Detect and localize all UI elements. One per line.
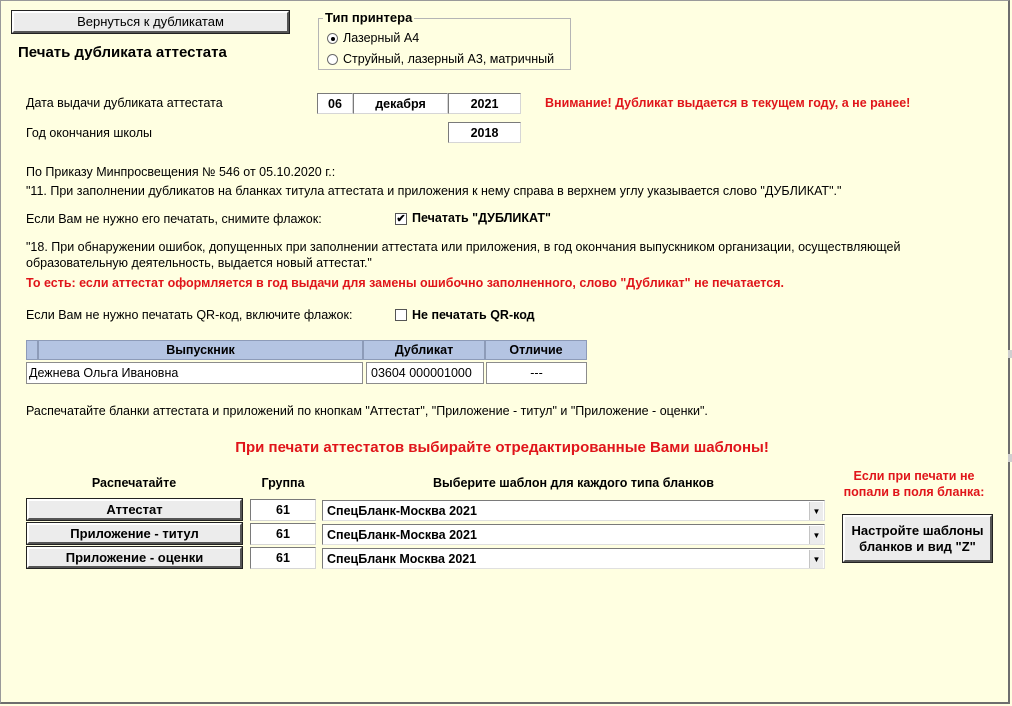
group-field-appendix-grades[interactable]: 61	[250, 547, 316, 569]
issue-month-field[interactable]: декабря	[353, 93, 448, 114]
back-to-duplicates-button[interactable]: Вернуться к дубликатам	[12, 11, 289, 33]
page-title: Печать дубликата аттестата	[18, 44, 227, 61]
graduation-year-field[interactable]: 2018	[448, 122, 521, 143]
no-qr-label[interactable]: Не печатать QR-код	[412, 308, 535, 322]
table-cell-honors[interactable]: ---	[486, 362, 587, 384]
graduation-year-label: Год окончания школы	[26, 126, 152, 140]
print-hint: Распечатайте бланки аттестата и приложений по кнопкам "Аттестат", "Приложение - титул" и "Приложение - оценки".	[26, 404, 708, 418]
template-select-appendix-grades-value: СпецБланк Москва 2021	[327, 551, 477, 566]
qr-hint: Если Вам не нужно печатать QR-код, включите флажок:	[26, 308, 353, 322]
configure-templates-line-1: Настройте шаблоны	[851, 522, 984, 538]
col-header-honors: Отличие	[485, 340, 587, 360]
col-group-header: Группа	[261, 476, 305, 490]
side-note-line-1: Если при печати не	[853, 469, 975, 483]
order-line-3b: образовательную деятельность, выдается новый аттестат."	[26, 256, 372, 270]
issue-day-field[interactable]: 06	[317, 93, 353, 114]
table-corner	[26, 340, 38, 360]
template-select-certificate-value: СпецБланк-Москва 2021	[327, 503, 477, 518]
print-duplicate-label[interactable]: Печатать "ДУБЛИКАТ"	[412, 211, 551, 225]
issue-date-label: Дата выдачи дубликата аттестата	[26, 96, 223, 110]
red-note: То есть: если аттестат оформляется в год выдачи для замены ошибочно заполненного, слово "Дубликат" не печатается.	[26, 276, 784, 290]
col-header-duplicate: Дубликат	[363, 340, 485, 360]
scrollbar-fragment	[1008, 454, 1012, 462]
radio-inkjet-a3[interactable]	[327, 54, 338, 65]
template-select-appendix-title-value: СпецБланк-Москва 2021	[327, 527, 477, 542]
template-select-appendix-grades[interactable]	[322, 548, 825, 569]
chevron-down-icon[interactable]: ▼	[809, 550, 823, 568]
print-appendix-grades-button[interactable]: Приложение - оценки	[27, 547, 242, 568]
col-print-header: Распечатайте	[91, 476, 177, 490]
printer-type-group	[318, 10, 571, 70]
order-line-2: "11. При заполнении дубликатов на бланках титула аттестата и приложения к нему справа в верхнем углу указывается слово "ДУБЛИКАТ"."	[26, 184, 842, 198]
configure-templates-button[interactable]	[843, 515, 992, 562]
print-duplicate-checkbox[interactable]: ✔	[396, 213, 406, 225]
col-template-header: Выберите шаблон для каждого типа бланков	[433, 476, 714, 490]
side-note	[836, 468, 992, 500]
chevron-down-icon[interactable]: ▼	[809, 502, 823, 520]
no-qr-checkbox[interactable]	[395, 309, 407, 321]
issue-year-field[interactable]: 2021	[448, 93, 521, 114]
radio-laser-a4-label[interactable]: Лазерный А4	[343, 31, 420, 45]
group-field-certificate[interactable]: 61	[250, 499, 316, 521]
side-note-line-2: попали в поля бланка:	[843, 485, 985, 499]
order-line-1: По Приказу Минпросвещения № 546 от 05.10.2020 г.:	[26, 165, 336, 179]
print-appendix-title-button[interactable]: Приложение - титул	[27, 523, 242, 544]
table-cell-duplicate[interactable]: 03604 000001000	[366, 362, 484, 384]
chevron-down-icon[interactable]: ▼	[809, 526, 823, 544]
order-line-3a: "18. При обнаружении ошибок, допущенных при заполнении аттестата или приложения, в год окончания выпускником организации, осуществляющей	[26, 240, 901, 254]
scrollbar-fragment	[1008, 350, 1012, 358]
template-select-certificate[interactable]	[322, 500, 825, 521]
radio-inkjet-a3-label[interactable]: Струйный, лазерный А3, матричный	[343, 52, 555, 66]
uncheck-hint: Если Вам не нужно его печатать, снимите флажок:	[26, 212, 322, 226]
template-select-appendix-title[interactable]	[322, 524, 825, 545]
configure-templates-line-2: бланков и вид "Z"	[859, 538, 976, 554]
group-field-appendix-title[interactable]: 61	[250, 523, 316, 545]
table-cell-name[interactable]: Дежнева Ольга Ивановна	[26, 362, 363, 384]
issue-date-warning: Внимание! Дубликат выдается в текущем году, а не ранее!	[545, 96, 911, 110]
printer-type-legend: Тип принтера	[325, 10, 413, 25]
templates-warning: При печати аттестатов выбирайте отредактированные Вами шаблоны!	[235, 439, 769, 456]
col-header-graduate: Выпускник	[38, 340, 363, 360]
radio-laser-a4[interactable]	[327, 33, 338, 44]
print-certificate-button[interactable]: Аттестат	[27, 499, 242, 520]
